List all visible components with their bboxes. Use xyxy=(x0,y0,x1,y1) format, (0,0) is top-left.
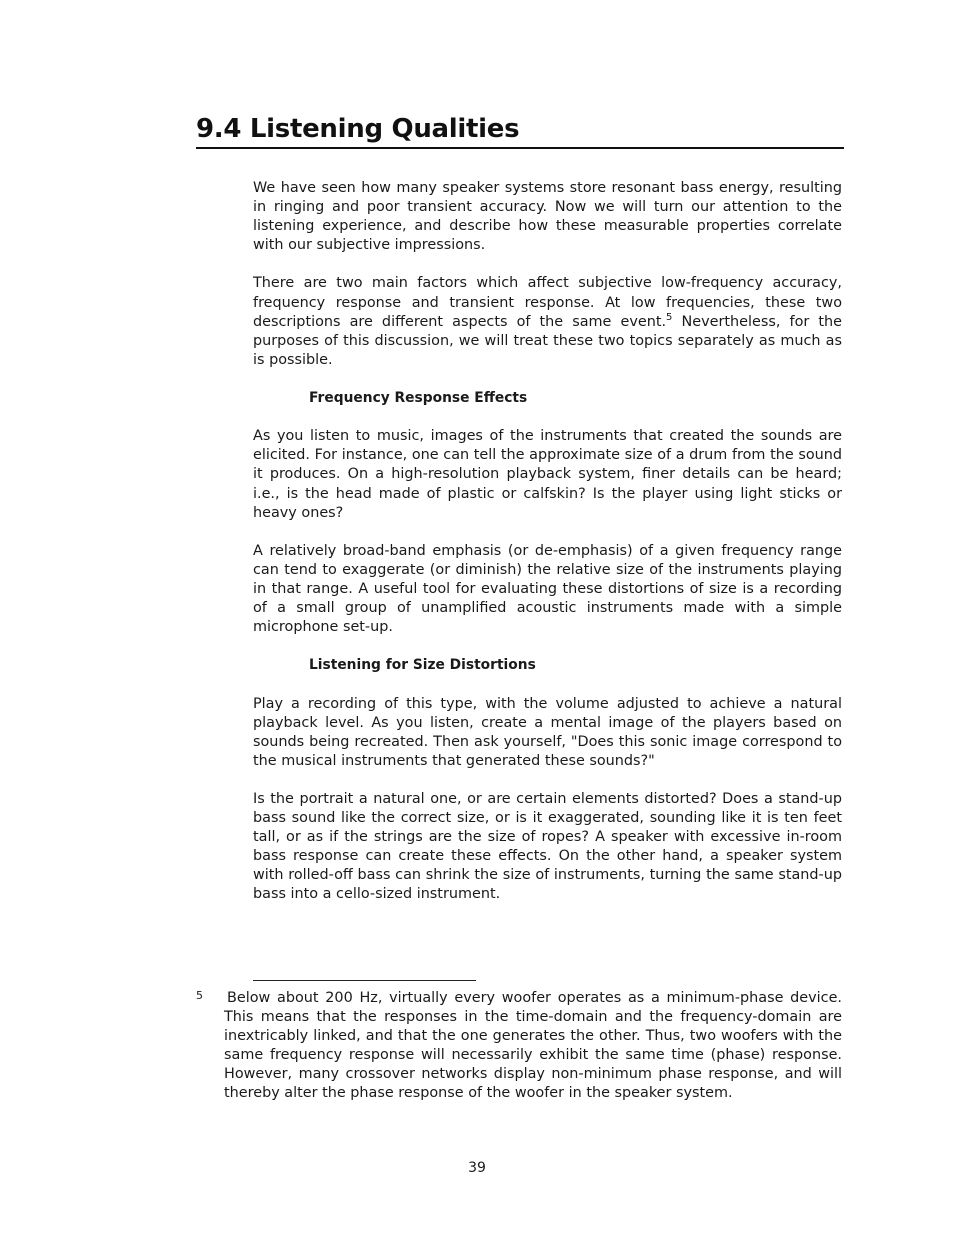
footnote-text: Below about 200 Hz, virtually every woofer operates as a minimum-phase device. This means that the responses in the time-domain and the frequency-domain are inextricably linked, and that the one generates the other. Thus, two woofers with the same frequency response will necessarily exhibit the same time (phase) response. However, many crossover networks display non-minimum phase response, and will thereby alter the phase response of the woofer in the speaker system. xyxy=(224,990,842,1102)
paragraph-play-recording: Play a recording of this type, with the volume adjusted to achieve a natural playback level. As you listen, create a mental image of the players based on sounds being recreated. Then ask yourself, "Does this sonic image correspond to the musical instruments that generated these sounds?" xyxy=(253,695,842,769)
section-title: 9.4 Listening Qualities xyxy=(196,114,520,144)
footnote-mark: 5 xyxy=(196,989,203,1002)
paragraph-main-factors xyxy=(253,274,842,369)
paragraph-main-factors-continuation: Nevertheless, for the purposes of this discussion, we will treat these two topics separately as much as is possible. xyxy=(253,313,843,368)
body-text xyxy=(253,179,842,924)
footnote-reference[interactable]: 5 xyxy=(666,311,673,323)
title-underline-rule xyxy=(196,147,844,149)
paragraph-natural-portrait: Is the portrait a natural one, or are certain elements distorted? Does a stand-up bass sound like the correct size, or is it exaggerated, sounding like it is ten feet tall, or as if the strings are the size of ropes? A speaker with excessive in-room bass response can create these effects. On the other hand, a speaker system with rolled-off bass can shrink the size of instruments, turning the same stand-up bass into a cello-sized instrument. xyxy=(253,791,842,903)
subheading-listening-size-distortions: Listening for Size Distortions xyxy=(309,657,536,674)
paragraph-main-factors-text: There are two main factors which affect subjective low-frequency accuracy, frequency response and transient response. At low frequencies, these two descriptions are different aspects of the same event. xyxy=(253,275,842,330)
subheading-frequency-response-effects: Frequency Response Effects xyxy=(309,390,528,407)
page-number: 39 xyxy=(468,1160,486,1176)
footnote xyxy=(196,989,842,1104)
paragraph-instrument-images: As you listen to music, images of the instruments that created the sounds are elicited. For instance, one can tell the approximate size of a drum from the sound it produces. On a high-resolution playback system, finer details can be heard; i.e., is the head made of plastic or calfskin? Is the player using light sticks or heavy ones? xyxy=(253,428,842,521)
paragraph-broadband-emphasis: A relatively broad-band emphasis (or de-emphasis) of a given frequency range can tend to exaggerate (or diminish) the relative size of the instruments playing in that range. A useful tool for evaluating these distortions of size is a recording of a small group of unamplified acoustic instruments made with a simple microphone set-up. xyxy=(253,542,842,636)
paragraph-intro: We have seen how many speaker systems store resonant bass energy, resulting in ringing and poor transient accuracy. Now we will turn our attention to the listening experience, and describe how these measurable properties correlate with our subjective impressions. xyxy=(253,180,842,254)
footnote-separator-rule xyxy=(253,980,476,981)
